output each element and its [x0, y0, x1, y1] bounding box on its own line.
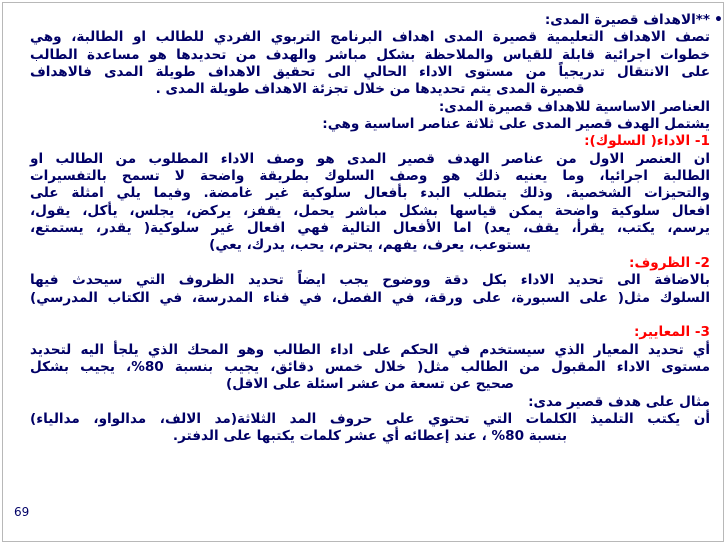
- paragraph-line: بالاضافة الى تحديد الاداء بكل دقة ووضوح يجب ايضاً تحديد الظروف التي سيحدث فيها: [30, 272, 710, 289]
- heading-performance: 1- الاداء( السلوك):: [584, 133, 710, 150]
- paragraph-line: أن يكتب التلميذ الكلمات التي تحتوي على حروف المد الثلاثة(مد الالف، مدالواو، مدالياء): [30, 410, 710, 427]
- page-number: 69: [14, 505, 30, 519]
- blank-line: [30, 307, 710, 324]
- heading-conditions: 2- الظروف:: [629, 254, 710, 271]
- section-heading-basic-elements: العناصر الاساسية للاهداف قصيرة المدى:: [438, 98, 710, 115]
- paragraph-line: يستوعب، يعرف، يفهم، يحترم، يحب، يدرك، يعي): [209, 237, 531, 254]
- paragraph-line: يشتمل الهدف قصير المدى على ثلاثة عناصر اساسية وهي:: [322, 116, 710, 133]
- paragraph-line: افعال سلوكية واضحة يمكن قياسها بشكل مباشر يحمل، يقفز، يركض، يجلس، يأكل، يقول،: [30, 202, 710, 219]
- example-heading: مثال على هدف قصير مدى:: [528, 393, 710, 410]
- paragraph-line: يرسم، يكتب، يقرأ، يقف، يعد) اما الأفعال التالية فهي افعال غير سلوكية( يقدر، يستمتع،: [30, 220, 710, 237]
- paragraph-line: ان العنصر الاول من عناصر الهدف قصير المدى هو وصف الاداء المطلوب من الطالب او: [30, 150, 710, 167]
- section-heading-short-term-goals: **الاهداف قصيرة المدى:: [544, 12, 710, 28]
- paragraph-line: مستوى الاداء المقبول من الطالب مثل( خلال خمس دقائق، يجيب بنسبة 80%، يجيب بشكل: [30, 358, 710, 375]
- slide-body-text: [30, 12, 723, 446]
- paragraph-line: الطالبة اجرائيا، وما يعنيه ذلك هو وصف السلوك بطريقة واضحة لا تسمح بالتفسيرات: [30, 168, 710, 185]
- heading-criteria: 3- المعايير:: [633, 324, 710, 341]
- paragraph-line: على الانتقال تدريجياً من مستوى الاداء الحالي الى تحقيق الاهداف طويلة المدى فالاهداف: [30, 64, 710, 81]
- paragraph-line: صحيح عن تسعة من عشر اسئلة على الاقل): [226, 376, 514, 393]
- paragraph-line: السلوك مثل( على السبورة، على ورقة، في الفصل، في فناء المدرسة، في الكتاب المدرسي): [30, 289, 710, 306]
- paragraph-line: أي تحديد المعيار الذي سيستخدم في الحكم على اداء الطالب وهو المحك الذي يلجأ اليه لتحديد: [30, 341, 710, 358]
- bullet-icon: •: [714, 12, 723, 28]
- paragraph-line: تصف الاهداف التعليمية قصيرة المدى اهداف البرنامج التربوي الفردي للطالب او الطالبة، وهي: [30, 29, 710, 46]
- paragraph-line: والتحيزات الشخصية. وذلك يتطلب البدء بأفعال سلوكية غير غامضة. وفيما يلي امثلة على: [30, 185, 710, 202]
- paragraph-line: خطوات اجرائية قابلة للقياس والملاحظة بشكل مباشر والهدف من تحديدها هو مساعدة الطالب: [30, 46, 710, 63]
- paragraph-line: قصيرة المدى يتم تحديدها من خلال تجزئة الاهداف طويلة المدى .: [155, 81, 585, 98]
- paragraph-line: بنسبة 80% ، عند إعطائه أي عشر كلمات يكتبها على الدفتر.: [172, 428, 568, 445]
